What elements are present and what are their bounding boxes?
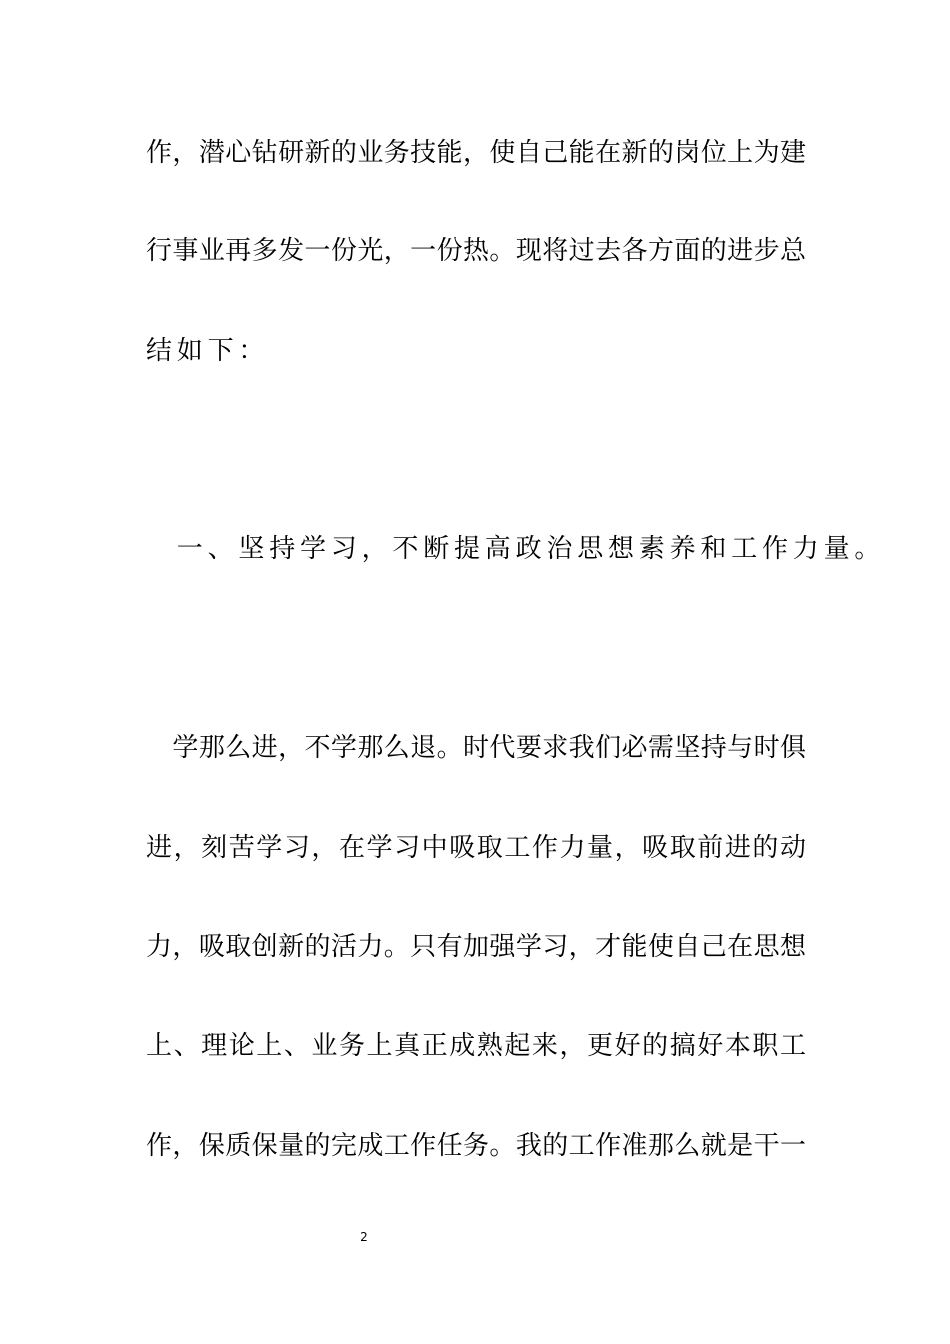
body-text-line: 力，吸取创新的活力。只有加强学习，才能使自己在思想	[146, 932, 806, 962]
body-text-line: 作，保质保量的完成工作任务。我的工作准那么就是干一	[146, 1131, 806, 1161]
body-text-line: 结如下：	[146, 336, 270, 366]
body-text-line: 作，潜心钻研新的业务技能，使自己能在新的岗位上为建	[146, 138, 806, 168]
body-text-line: 行事业再多发一份光，一份热。现将过去各方面的进步总	[146, 236, 806, 266]
body-text-line: 学那么进，不学那么退。时代要求我们必需坚持与时俱	[146, 733, 806, 763]
page-number: 2	[360, 1230, 368, 1244]
section-heading: 一、坚持学习，不断提高政治思想素养和工作力量。	[146, 534, 886, 564]
body-text-line: 上、理论上、业务上真正成熟起来，更好的搞好本职工	[146, 1031, 806, 1061]
body-text-line: 进，刻苦学习，在学习中吸取工作力量，吸取前进的动	[146, 833, 806, 863]
